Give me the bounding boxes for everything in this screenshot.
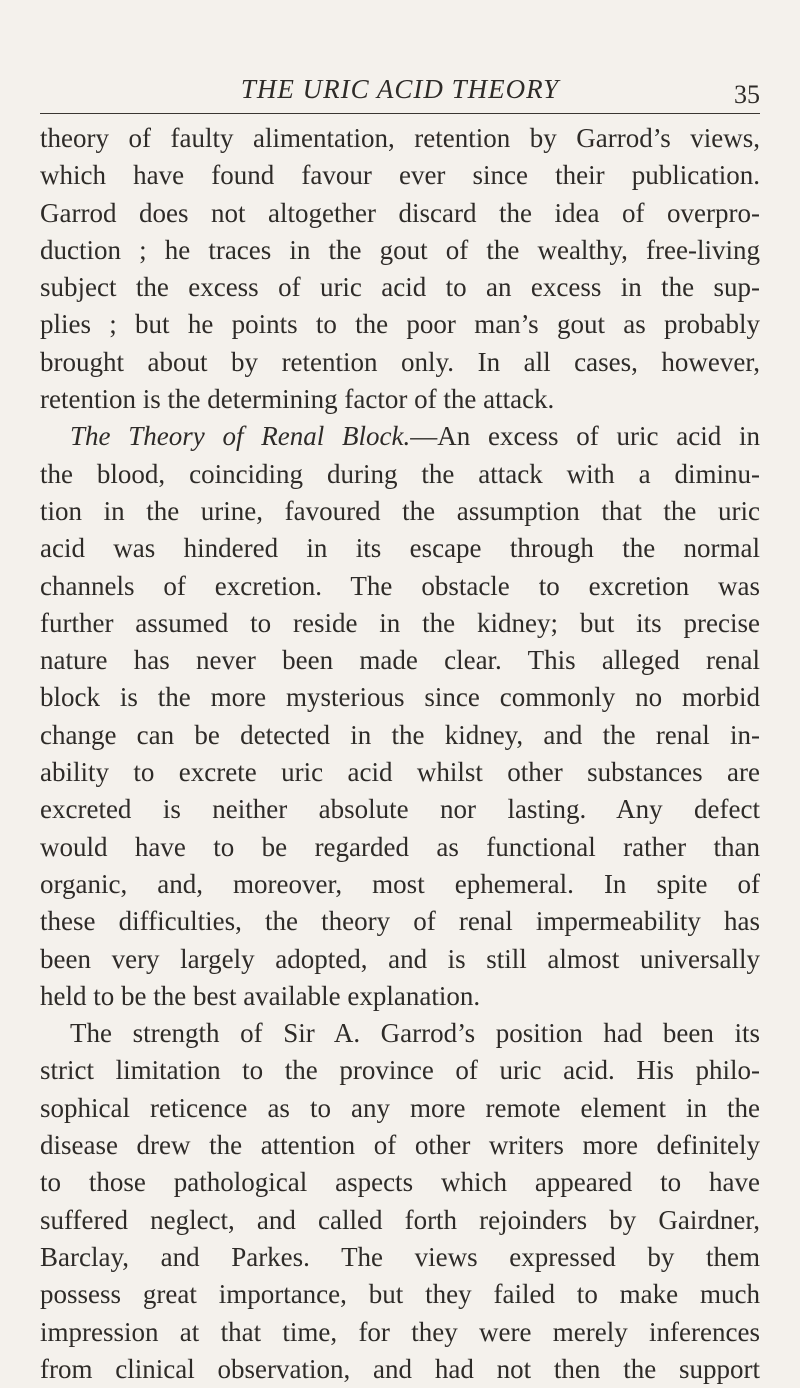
running-title: THE URIC ACID THEORY [240,74,560,104]
text-line: impression at that time, for they were merely inferences [40,1316,760,1347]
text-line: from clinical observation, and had not then the support [40,1353,760,1384]
paragraph [40,418,760,1015]
text-run: —An excess of uric acid in [410,421,761,452]
text-line: theory of faulty alimentation, retention by Garrod’s views, [40,123,760,153]
text-line: excreted is neither absolute nor lasting. Any defect [40,794,760,825]
text-line: subject the excess of uric acid to an excess in the sup- [40,272,760,303]
text-line [40,418,760,455]
text-line: ability to excrete uric acid whilst other substances are [40,757,760,788]
text-line: brought about by retention only. In all cases, however, [40,346,760,377]
text-line: to those pathological aspects which appeared to have [40,1167,760,1198]
text-line: change can be detected in the kidney, and the renal in- [40,719,760,750]
text-line: tion in the urine, favoured the assumption that the uric [40,495,760,526]
text-line: been very largely adopted, and is still almost universally [40,943,760,974]
text-line: nature has never been made clear. This alleged renal [40,645,760,676]
text-line: block is the more mysterious since commonly no morbid [40,682,760,713]
text-line: Barclay, and Parkes. The views expressed by them [40,1241,760,1272]
text-line: sophical reticence as to any more remote element in the [40,1092,760,1123]
text-line: Garrod does not altogether discard the idea of overpro- [40,197,760,228]
text-line: strict limitation to the province of uric acid. His philo- [40,1055,760,1086]
text-line: suffered neglect, and called forth rejoinders by Gairdner, [40,1204,760,1235]
text-line: The strength of Sir A. Garrod’s position had been its [70,1018,760,1049]
text-line: plies ; but he points to the poor man’s gout as probably [40,309,760,340]
running-head [40,74,760,122]
section-heading: The Theory of Renal Block. [70,421,411,452]
page-number: 35 [734,80,760,109]
paragraph [40,1015,760,1388]
paragraph [40,120,760,418]
text-line: organic, and, moreover, most ephemeral. In spite of [40,868,760,899]
text-line: possess great importance, but they failed to make much [40,1279,760,1310]
text-line: the blood, coinciding during the attack with a diminu- [40,458,760,489]
text-line: these difficulties, the theory of renal impermeability has [40,906,760,937]
text-line: held to be the best available explanation. [40,980,481,1011]
text-line: further assumed to reside in the kidney; but its precise [40,607,760,638]
text-line: disease drew the attention of other writers more definitely [40,1130,760,1161]
text-line: duction ; he traces in the gout of the wealthy, free-living [40,234,760,265]
header-rule [40,113,760,114]
text-line: would have to be regarded as functional rather than [40,831,760,862]
text-line: acid was hindered in its escape through the normal [40,533,760,564]
body-text [40,120,760,1388]
text-line: which have found favour ever since their publication. [40,160,760,191]
text-line: retention is the determining factor of the attack. [40,384,555,415]
text-line: channels of excretion. The obstacle to excretion was [40,570,760,601]
